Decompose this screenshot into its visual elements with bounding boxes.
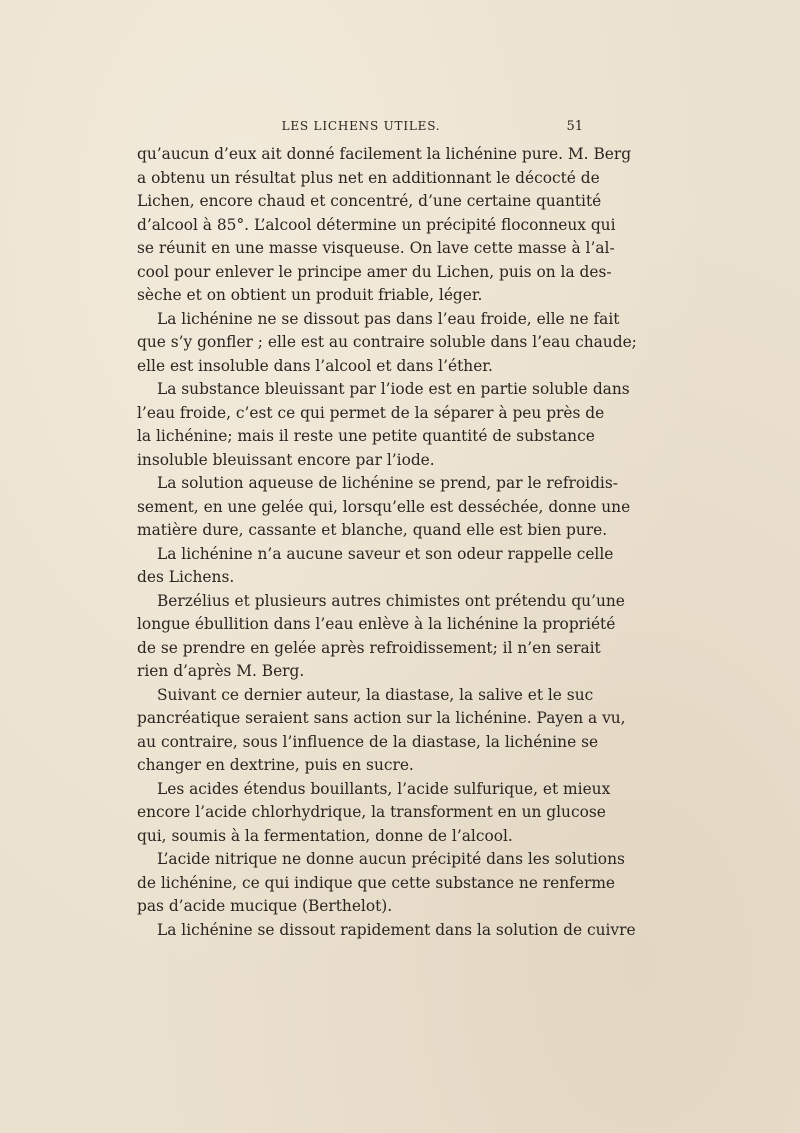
text-line: sement, en une gelée qui, lorsqu’elle est desséchée, donne une — [137, 497, 631, 516]
text-line: Lichen, encore chaud et concentré, d’une certaine quantité — [137, 192, 602, 210]
running-title: LES LICHENS UTILES. — [281, 119, 441, 133]
text-line: des Lichens. — [137, 568, 235, 586]
text-line: insoluble bleuissant encore par l’iode. — [137, 450, 435, 469]
text-line: encore l’acide chlorhydrique, la transforment en un glucose — [137, 803, 606, 821]
text-line: La lichénine se dissout rapidement dans la solution de cuivre — [157, 920, 636, 939]
text-line: au contraire, sous l’influence de la diastase, la lichénine se — [137, 732, 599, 751]
text-line: La solution aqueuse de lichénine se prend, par le refroidis- — [157, 474, 618, 492]
text-line: changer en dextrine, puis en sucre. — [137, 756, 414, 774]
text-line: l’eau froide, c’est ce qui permet de la séparer à peu près de — [137, 403, 605, 422]
text-line: rien d’après M. Berg. — [137, 662, 305, 680]
text-line: la lichénine; mais il reste une petite quantité de substance — [137, 427, 595, 445]
page-number: 51 — [566, 119, 583, 134]
text-line: qu’aucun d’eux ait donné facilement la lichénine pure. M. Berg — [137, 145, 632, 163]
text-line: cool pour enlever le principe amer du Lichen, puis on la des- — [137, 262, 612, 281]
text-line: a obtenu un résultat plus net en additionnant le décocté de — [137, 168, 600, 187]
text-line: pancréatique seraient sans action sur la lichénine. Payen a vu, — [137, 709, 626, 727]
text-line: qui, soumis à la fermentation, donne de l’alcool. — [137, 826, 513, 845]
running-head — [137, 119, 585, 137]
text-line: sèche et on obtient un produit friable, léger. — [137, 286, 483, 304]
text-line: La lichénine ne se dissout pas dans l’eau froide, elle ne fait — [157, 309, 620, 328]
text-line: longue ébullition dans l’eau enlève à la lichénine la propriété — [137, 615, 616, 633]
text-line: La lichénine n’a aucune saveur et son odeur rappelle celle — [157, 544, 614, 563]
text-line: se réunit en une masse visqueuse. On lave cette masse à l’al- — [137, 239, 615, 257]
text-line: de se prendre en gelée après refroidissement; il n’en serait — [137, 638, 601, 657]
text-line: La substance bleuissant par l’iode est en partie soluble dans — [157, 380, 630, 398]
text-line: L’acide nitrique ne donne aucun précipité dans les solutions — [157, 850, 625, 868]
text-line: Suivant ce dernier auteur, la diastase, la salive et le suc — [157, 685, 594, 704]
text-line: Berzélius et plusieurs autres chimistes ont prétendu qu’une — [157, 591, 625, 610]
body-text — [137, 143, 637, 942]
text-line: Les acides étendus bouillants, l’acide sulfurique, et mieux — [157, 779, 611, 798]
text-line: matière dure, cassante et blanche, quand elle est bien pure. — [137, 521, 608, 539]
text-line: elle est insoluble dans l’alcool et dans l’éther. — [137, 356, 493, 375]
text-line: pas d’acide mucique (Berthelot). — [137, 897, 393, 915]
text-line: que s’y gonfler ; elle est au contraire soluble dans l’eau chaude; — [137, 333, 637, 351]
text-line: d’alcool à 85°. L’alcool détermine un précipité floconneux qui — [137, 215, 616, 234]
text-line: de lichénine, ce qui indique que cette substance ne renferme — [137, 873, 616, 892]
